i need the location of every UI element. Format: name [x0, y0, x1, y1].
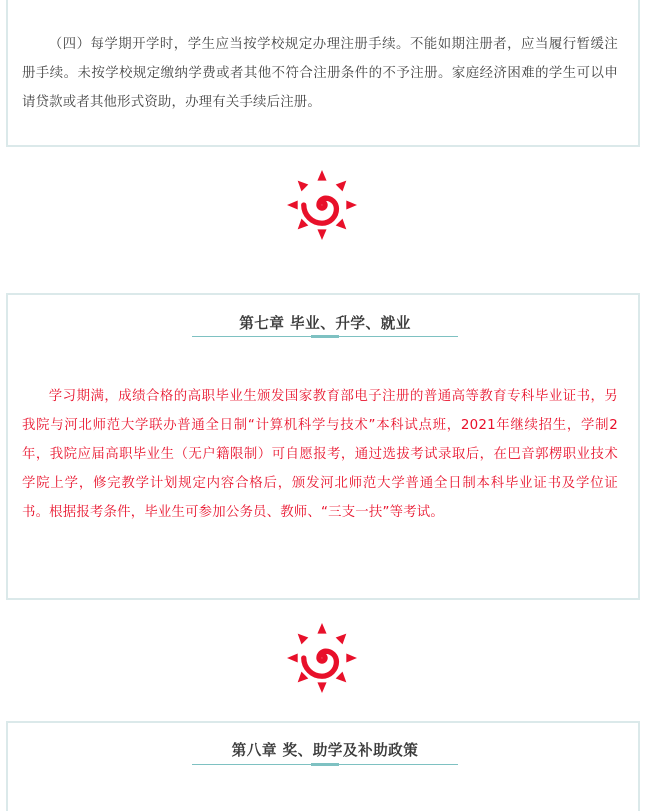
chapter8-title: 第八章 奖、助学及补助政策: [231, 742, 419, 759]
chapter7-paragraph: 学习期满，成绩合格的高职毕业生颁发国家教育部电子注册的普通高等教育专科毕业证书，另我院与河北师范大学联办普通全日制“计算机科学与技术”本科试点班，2021年继续招生，学制2年，我院应届高职毕业生（无户籍限制）可自愿报考，通过选拔考试录取后，在巴音郭楞职业技术学院上学，修完教学计划规定内容合格后，颁发河北师范大学普通全日制本科毕业证书及学位证书。根据报考条件，毕业生可参加公务员、教师、“三支一扶”等考试。: [22, 389, 618, 520]
chapter7-title-accent: [311, 335, 339, 338]
registration-paragraph: （四）每学期开学时，学生应当按学校规定办理注册手续。不能如期注册者，应当履行暂缓注册手续。未按学校规定缴纳学费或者其他不符合注册条件的不予注册。家庭经济困难的学生可以申请贷款或者其他形式资助，办理有关手续后注册。: [22, 37, 618, 110]
chapter8-section-box: [6, 721, 640, 811]
chapter7-title: 第七章 毕业、升学、就业: [239, 315, 411, 332]
chapter8-title-accent: [311, 763, 339, 766]
red-sun-spiral-icon: [284, 620, 360, 696]
red-sun-spiral-icon: [284, 167, 360, 243]
